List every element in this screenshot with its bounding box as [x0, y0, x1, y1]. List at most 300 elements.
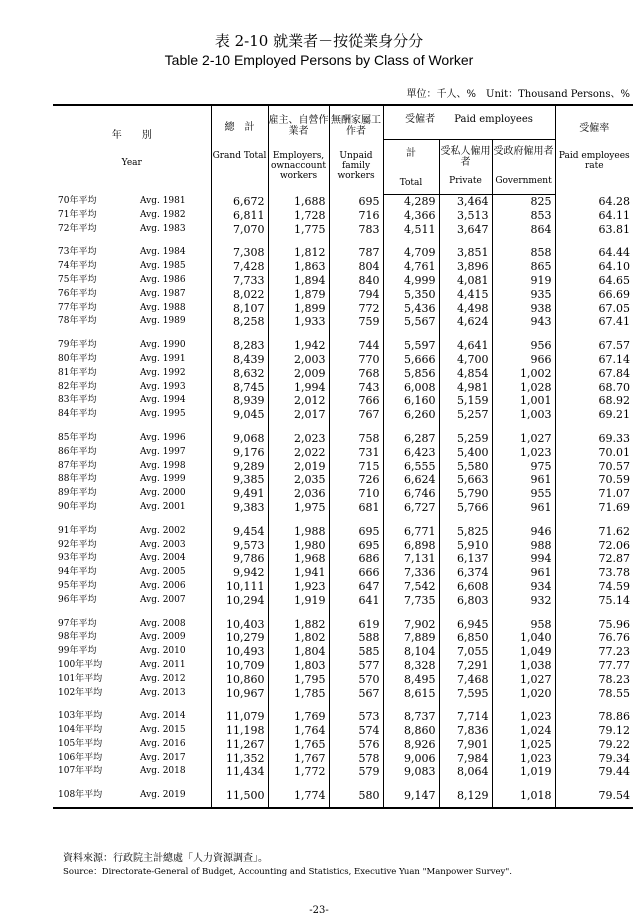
spacer-cell [268, 700, 329, 710]
year-zh: 86年平均 [58, 446, 97, 457]
year-cell [53, 246, 211, 260]
year-zh: 91年平均 [58, 525, 97, 536]
spacer-cell [555, 608, 633, 618]
employers-cell: 1,941 [268, 566, 329, 580]
grand-total-cell: 9,385 [211, 473, 268, 487]
paid-rate-cell: 69.21 [555, 408, 633, 422]
source-note-en: Source：Directorate-General of Budget, Accounting and Statistics, Executive Yuan "Manpower Survey". [63, 867, 512, 877]
spacer-cell [439, 422, 492, 432]
government-cell: 1,003 [492, 408, 555, 422]
paid-total-cell: 7,131 [383, 552, 439, 566]
table-row [53, 315, 633, 329]
year-en: Avg. 2006 [140, 580, 186, 591]
grand-total-cell: 11,500 [211, 789, 268, 808]
spacer-cell [211, 779, 268, 789]
employed-persons-table [53, 104, 633, 809]
private-cell: 5,910 [439, 539, 492, 553]
unpaid-family-cell: 641 [329, 594, 383, 608]
grand-total-cell: 11,079 [211, 710, 268, 724]
spacer-cell [492, 236, 555, 246]
year-zh: 90年平均 [58, 501, 97, 512]
year-en: Avg. 1997 [140, 446, 186, 457]
private-cell: 6,850 [439, 631, 492, 645]
table-row [53, 645, 633, 659]
employers-cell: 1,728 [268, 209, 329, 223]
unpaid-family-cell: 578 [329, 752, 383, 766]
year-zh: 88年平均 [58, 474, 97, 485]
spacer-cell [492, 515, 555, 525]
grand-total-cell: 6,672 [211, 195, 268, 209]
spacer-cell [492, 608, 555, 618]
year-en: Avg. 2012 [140, 673, 186, 684]
paid-total-cell: 4,289 [383, 195, 439, 209]
year-en: Avg. 2007 [140, 594, 186, 605]
employers-cell: 1,775 [268, 223, 329, 237]
private-cell: 7,595 [439, 687, 492, 701]
government-cell: 946 [492, 525, 555, 539]
paid-rate-cell: 67.14 [555, 353, 633, 367]
year-cell [53, 645, 211, 659]
unpaid-family-cell: 715 [329, 460, 383, 474]
grand-total-cell: 8,258 [211, 315, 268, 329]
unpaid-family-cell: 585 [329, 645, 383, 659]
paid-rate-cell: 64.11 [555, 209, 633, 223]
year-en: Avg. 2001 [140, 501, 186, 512]
paid-rate-cell: 68.70 [555, 381, 633, 395]
unpaid-family-cell: 787 [329, 246, 383, 260]
year-en: Avg. 1986 [140, 274, 186, 285]
grand-total-cell: 11,434 [211, 765, 268, 779]
paid-total-cell: 7,336 [383, 566, 439, 580]
employers-cell: 1,994 [268, 381, 329, 395]
header-unpaid-family: 無酬家屬工作者 Unpaid family workers [329, 105, 383, 195]
government-cell: 975 [492, 460, 555, 474]
unpaid-family-cell: 695 [329, 525, 383, 539]
year-zh: 73年平均 [58, 247, 97, 258]
paid-rate-cell: 77.77 [555, 659, 633, 673]
grand-total-cell: 10,860 [211, 673, 268, 687]
paid-rate-cell: 69.33 [555, 432, 633, 446]
employers-cell: 1,765 [268, 738, 329, 752]
spacer-cell [211, 236, 268, 246]
private-cell: 7,055 [439, 645, 492, 659]
unit-label: 單位：千人、% Unit：Thousand Persons、% [406, 89, 630, 100]
paid-rate-cell: 71.69 [555, 501, 633, 515]
unpaid-family-cell: 710 [329, 487, 383, 501]
spacer-cell [53, 422, 211, 432]
private-cell: 6,137 [439, 552, 492, 566]
year-cell [53, 381, 211, 395]
employers-cell: 1,923 [268, 580, 329, 594]
paid-total-cell: 8,104 [383, 645, 439, 659]
table-row [53, 752, 633, 766]
paid-total-cell: 4,511 [383, 223, 439, 237]
spacer-cell [211, 515, 268, 525]
unpaid-family-cell: 759 [329, 315, 383, 329]
employers-cell: 2,023 [268, 432, 329, 446]
year-zh: 102年平均 [58, 687, 103, 698]
employers-cell: 1,879 [268, 288, 329, 302]
government-cell: 1,038 [492, 659, 555, 673]
spacer-cell [492, 779, 555, 789]
row-spacer [53, 515, 633, 525]
private-cell: 6,374 [439, 566, 492, 580]
employers-cell: 2,017 [268, 408, 329, 422]
grand-total-cell: 11,267 [211, 738, 268, 752]
unpaid-family-cell: 804 [329, 260, 383, 274]
page-number: -23- [309, 905, 329, 916]
year-cell [53, 501, 211, 515]
paid-total-cell: 9,147 [383, 789, 439, 808]
unpaid-family-cell: 768 [329, 367, 383, 381]
year-zh: 71年平均 [58, 209, 97, 220]
spacer-cell [53, 329, 211, 339]
paid-rate-cell: 79.54 [555, 789, 633, 808]
employers-cell: 1,812 [268, 246, 329, 260]
row-spacer [53, 779, 633, 789]
year-cell [53, 710, 211, 724]
year-cell [53, 525, 211, 539]
spacer-cell [555, 700, 633, 710]
paid-rate-cell: 64.10 [555, 260, 633, 274]
paid-total-cell: 6,555 [383, 460, 439, 474]
spacer-cell [329, 515, 383, 525]
year-cell [53, 487, 211, 501]
paid-rate-cell: 70.57 [555, 460, 633, 474]
unpaid-family-cell: 766 [329, 394, 383, 408]
government-cell: 958 [492, 618, 555, 632]
paid-total-cell: 6,260 [383, 408, 439, 422]
year-cell [53, 432, 211, 446]
table-row [53, 631, 633, 645]
spacer-cell [383, 236, 439, 246]
grand-total-cell: 9,491 [211, 487, 268, 501]
private-cell: 5,766 [439, 501, 492, 515]
paid-rate-cell: 64.28 [555, 195, 633, 209]
paid-rate-cell: 79.12 [555, 724, 633, 738]
year-en: Avg. 1990 [140, 340, 186, 351]
government-cell: 1,040 [492, 631, 555, 645]
employers-cell: 1,802 [268, 631, 329, 645]
table-row [53, 408, 633, 422]
unpaid-family-cell: 840 [329, 274, 383, 288]
employers-cell: 2,035 [268, 473, 329, 487]
paid-rate-cell: 71.62 [555, 525, 633, 539]
year-en: Avg. 1982 [140, 209, 186, 220]
year-cell [53, 539, 211, 553]
source-note-zh: 資料來源：行政院主計總處「人力資源調查」。 [63, 853, 268, 864]
government-cell: 1,024 [492, 724, 555, 738]
employers-cell: 1,795 [268, 673, 329, 687]
paid-rate-cell: 71.07 [555, 487, 633, 501]
year-zh: 89年平均 [58, 488, 97, 499]
spacer-cell [383, 700, 439, 710]
spacer-cell [329, 329, 383, 339]
private-cell: 4,624 [439, 315, 492, 329]
private-cell: 7,468 [439, 673, 492, 687]
grand-total-cell: 10,294 [211, 594, 268, 608]
year-en: Avg. 2019 [140, 790, 186, 801]
grand-total-cell: 11,198 [211, 724, 268, 738]
spacer-cell [268, 608, 329, 618]
table-row [53, 274, 633, 288]
grand-total-cell: 8,283 [211, 339, 268, 353]
paid-total-cell: 8,860 [383, 724, 439, 738]
row-spacer [53, 700, 633, 710]
year-en: Avg. 1998 [140, 460, 186, 471]
spacer-cell [329, 422, 383, 432]
spacer-cell [329, 608, 383, 618]
table-row [53, 738, 633, 752]
table-row [53, 367, 633, 381]
government-cell: 1,049 [492, 645, 555, 659]
year-cell [53, 473, 211, 487]
year-zh: 97年平均 [58, 618, 97, 629]
employers-cell: 1,919 [268, 594, 329, 608]
paid-total-cell: 6,898 [383, 539, 439, 553]
private-cell: 5,825 [439, 525, 492, 539]
grand-total-cell: 8,022 [211, 288, 268, 302]
employers-cell: 1,942 [268, 339, 329, 353]
paid-total-cell: 6,746 [383, 487, 439, 501]
private-cell: 5,663 [439, 473, 492, 487]
header-employers: 雇主、自營作業者 Employers, ownaccount workers [268, 105, 329, 195]
spacer-cell [383, 515, 439, 525]
private-cell: 6,608 [439, 580, 492, 594]
header-government: 受政府僱用者 Government [492, 140, 555, 195]
paid-rate-cell: 72.87 [555, 552, 633, 566]
table-row [53, 765, 633, 779]
year-zh: 85年平均 [58, 432, 97, 443]
paid-total-cell: 8,737 [383, 710, 439, 724]
employers-cell: 1,975 [268, 501, 329, 515]
spacer-cell [555, 236, 633, 246]
employers-cell: 1,785 [268, 687, 329, 701]
unpaid-family-cell: 783 [329, 223, 383, 237]
paid-rate-cell: 79.34 [555, 752, 633, 766]
paid-rate-cell: 74.59 [555, 580, 633, 594]
year-zh: 87年平均 [58, 460, 97, 471]
year-en: Avg. 2008 [140, 618, 186, 629]
year-en: Avg. 1992 [140, 367, 186, 378]
unpaid-family-cell: 570 [329, 673, 383, 687]
spacer-cell [439, 515, 492, 525]
grand-total-cell: 8,632 [211, 367, 268, 381]
grand-total-cell: 7,308 [211, 246, 268, 260]
table-row [53, 302, 633, 316]
grand-total-cell: 9,454 [211, 525, 268, 539]
private-cell: 7,291 [439, 659, 492, 673]
row-spacer [53, 329, 633, 339]
year-cell [53, 274, 211, 288]
table-row [53, 594, 633, 608]
government-cell: 1,018 [492, 789, 555, 808]
paid-rate-cell: 79.22 [555, 738, 633, 752]
year-zh: 104年平均 [58, 725, 103, 736]
paid-total-cell: 8,328 [383, 659, 439, 673]
paid-total-cell: 8,615 [383, 687, 439, 701]
paid-total-cell: 8,926 [383, 738, 439, 752]
spacer-cell [383, 329, 439, 339]
year-zh: 105年平均 [58, 738, 103, 749]
spacer-cell [211, 700, 268, 710]
row-spacer [53, 608, 633, 618]
paid-total-cell: 9,083 [383, 765, 439, 779]
spacer-cell [211, 329, 268, 339]
paid-rate-cell: 77.23 [555, 645, 633, 659]
year-cell [53, 580, 211, 594]
private-cell: 4,641 [439, 339, 492, 353]
employers-cell: 2,022 [268, 446, 329, 460]
grand-total-cell: 10,493 [211, 645, 268, 659]
table-row [53, 460, 633, 474]
unpaid-family-cell: 647 [329, 580, 383, 594]
employers-cell: 2,036 [268, 487, 329, 501]
table-row [53, 580, 633, 594]
table-row [53, 353, 633, 367]
year-zh: 92年平均 [58, 539, 97, 550]
government-cell: 865 [492, 260, 555, 274]
spacer-cell [383, 608, 439, 618]
private-cell: 3,647 [439, 223, 492, 237]
government-cell: 934 [492, 580, 555, 594]
year-en: Avg. 1989 [140, 316, 186, 327]
year-en: Avg. 1991 [140, 353, 186, 364]
year-zh: 98年平均 [58, 632, 97, 643]
government-cell: 1,025 [492, 738, 555, 752]
private-cell: 3,896 [439, 260, 492, 274]
grand-total-cell: 10,279 [211, 631, 268, 645]
private-cell: 8,129 [439, 789, 492, 808]
year-zh: 94年平均 [58, 567, 97, 578]
table-row [53, 525, 633, 539]
employers-cell: 1,882 [268, 618, 329, 632]
year-zh: 100年平均 [58, 659, 103, 670]
unpaid-family-cell: 576 [329, 738, 383, 752]
unpaid-family-cell: 794 [329, 288, 383, 302]
year-en: Avg. 2005 [140, 567, 186, 578]
private-cell: 3,513 [439, 209, 492, 223]
government-cell: 1,027 [492, 673, 555, 687]
government-cell: 1,020 [492, 687, 555, 701]
unpaid-family-cell: 695 [329, 195, 383, 209]
paid-total-cell: 8,495 [383, 673, 439, 687]
unpaid-family-cell: 580 [329, 789, 383, 808]
year-zh: 78年平均 [58, 316, 97, 327]
table-title-en: Table 2-10 Employed Persons by Class of Worker [164, 52, 474, 68]
row-spacer [53, 236, 633, 246]
paid-total-cell: 6,771 [383, 525, 439, 539]
year-zh: 75年平均 [58, 274, 97, 285]
year-zh: 106年平均 [58, 752, 103, 763]
government-cell: 864 [492, 223, 555, 237]
spacer-cell [53, 700, 211, 710]
year-cell [53, 288, 211, 302]
paid-rate-cell: 67.84 [555, 367, 633, 381]
unpaid-family-cell: 770 [329, 353, 383, 367]
year-cell [53, 594, 211, 608]
spacer-cell [555, 422, 633, 432]
year-cell [53, 353, 211, 367]
year-zh: 83年平均 [58, 395, 97, 406]
grand-total-cell: 9,068 [211, 432, 268, 446]
private-cell: 4,415 [439, 288, 492, 302]
grand-total-cell: 9,289 [211, 460, 268, 474]
year-zh: 76年平均 [58, 288, 97, 299]
year-cell [53, 618, 211, 632]
government-cell: 1,001 [492, 394, 555, 408]
year-cell [53, 687, 211, 701]
paid-rate-cell: 78.23 [555, 673, 633, 687]
spacer-cell [492, 329, 555, 339]
table-row [53, 432, 633, 446]
paid-rate-cell: 75.96 [555, 618, 633, 632]
private-cell: 5,580 [439, 460, 492, 474]
grand-total-cell: 11,352 [211, 752, 268, 766]
grand-total-cell: 8,939 [211, 394, 268, 408]
year-cell [53, 738, 211, 752]
table-row [53, 209, 633, 223]
paid-rate-cell: 78.55 [555, 687, 633, 701]
grand-total-cell: 9,942 [211, 566, 268, 580]
table-row [53, 552, 633, 566]
paid-total-cell: 4,761 [383, 260, 439, 274]
paid-rate-cell: 67.05 [555, 302, 633, 316]
unpaid-family-cell: 726 [329, 473, 383, 487]
unpaid-family-cell: 567 [329, 687, 383, 701]
government-cell: 1,028 [492, 381, 555, 395]
unpaid-family-cell: 758 [329, 432, 383, 446]
year-en: Avg. 1994 [140, 395, 186, 406]
year-en: Avg. 2014 [140, 711, 186, 722]
year-cell [53, 367, 211, 381]
table-row [53, 539, 633, 553]
header-private: 受私人僱用者 Private [439, 140, 492, 195]
year-cell [53, 631, 211, 645]
year-en: Avg. 2002 [140, 525, 186, 536]
government-cell: 943 [492, 315, 555, 329]
government-cell: 961 [492, 473, 555, 487]
spacer-cell [329, 700, 383, 710]
grand-total-cell: 7,070 [211, 223, 268, 237]
employers-cell: 1,804 [268, 645, 329, 659]
year-cell [53, 552, 211, 566]
spacer-cell [439, 329, 492, 339]
paid-total-cell: 5,856 [383, 367, 439, 381]
spacer-cell [383, 422, 439, 432]
grand-total-cell: 9,045 [211, 408, 268, 422]
unpaid-family-cell: 731 [329, 446, 383, 460]
paid-total-cell: 6,008 [383, 381, 439, 395]
private-cell: 7,984 [439, 752, 492, 766]
year-en: Avg. 2016 [140, 738, 186, 749]
unpaid-family-cell: 573 [329, 710, 383, 724]
header-paid-rate: 受僱率 Paid employees rate [555, 105, 633, 195]
table-row [53, 618, 633, 632]
employers-cell: 2,003 [268, 353, 329, 367]
government-cell: 1,002 [492, 367, 555, 381]
employers-cell: 1,968 [268, 552, 329, 566]
spacer-cell [439, 779, 492, 789]
government-cell: 938 [492, 302, 555, 316]
paid-total-cell: 5,350 [383, 288, 439, 302]
year-cell [53, 724, 211, 738]
spacer-cell [268, 515, 329, 525]
year-cell [53, 460, 211, 474]
spacer-cell [492, 700, 555, 710]
spacer-cell [211, 422, 268, 432]
employers-cell: 1,899 [268, 302, 329, 316]
